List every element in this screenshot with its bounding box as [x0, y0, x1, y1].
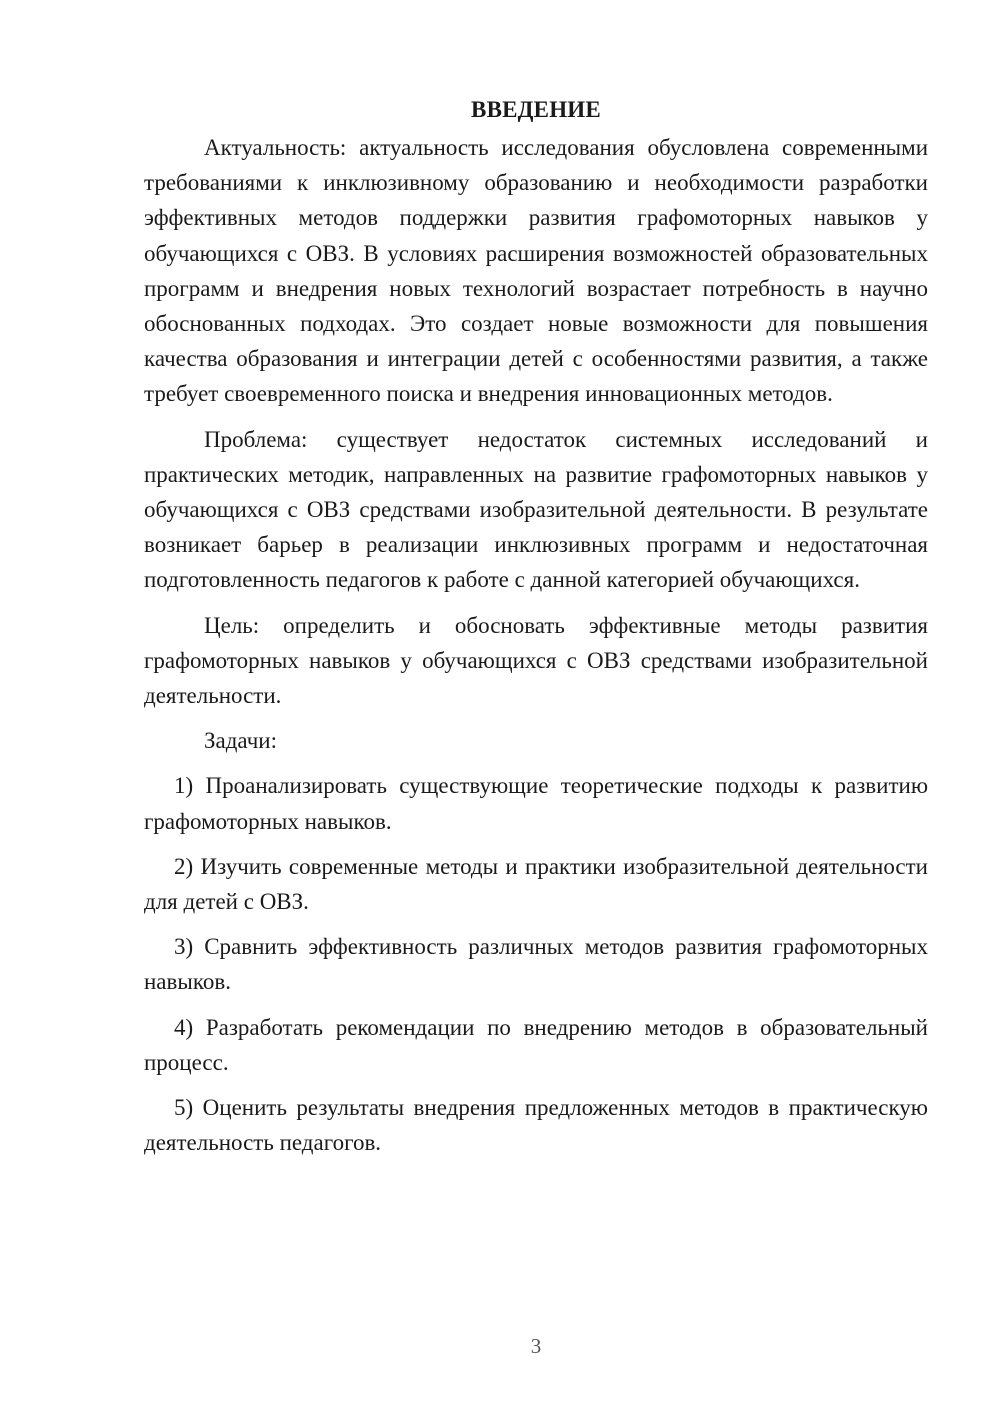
task-item: 1) Проанализировать существующие теоретические подходы к развитию графомоторных навыков. — [144, 773, 928, 834]
task-item: 4) Разработать рекомендации по внедрению методов в образовательный процесс. — [144, 1014, 928, 1075]
tasks-label: Задачи: — [204, 728, 277, 754]
page-number: 3 — [530, 1334, 542, 1358]
section-heading: ВВЕДЕНИЕ — [471, 97, 601, 122]
goal-paragraph: Цель: определить и обосновать эффективные методы развития графомоторных навыков у обучающихся с ОВЗ средствами изобразительной деятельности. — [144, 612, 928, 709]
relevance-paragraph: Актуальность: актуальность исследования обусловлена современными требованиями к инклюзивному образованию и необходимости разработки эффективных методов поддержки развития графомоторных навыков у обучающихся с ОВЗ. В условиях расширения возможностей образовательных программ и внедрения новых технологий возрастает потребность в научно обоснованных подходах. Это создает новые возможности для повышения качества образования и интеграции детей с особенностями развития, а также требует своевременного поиска и внедрения инновационных методов. — [144, 135, 928, 407]
problem-paragraph: Проблема: существует недостаток системных исследований и практических методик, направленных на развитие графомоторных навыков у обучающихся с ОВЗ средствами изобразительной деятельности. В результате возникает барьер в реализации инклюзивных программ и недостаточная подготовленность педагогов к работе с данной категорией обучающихся. — [144, 426, 928, 593]
page-content — [144, 92, 928, 1170]
task-item: 3) Сравнить эффективность различных методов развития графомоторных навыков. — [144, 934, 928, 995]
task-item: 2) Изучить современные методы и практики изобразительной деятельности для детей с ОВЗ. — [144, 853, 928, 915]
task-item: 5) Оценить результаты внедрения предложенных методов в практическую деятельность педагогов. — [144, 1095, 928, 1156]
